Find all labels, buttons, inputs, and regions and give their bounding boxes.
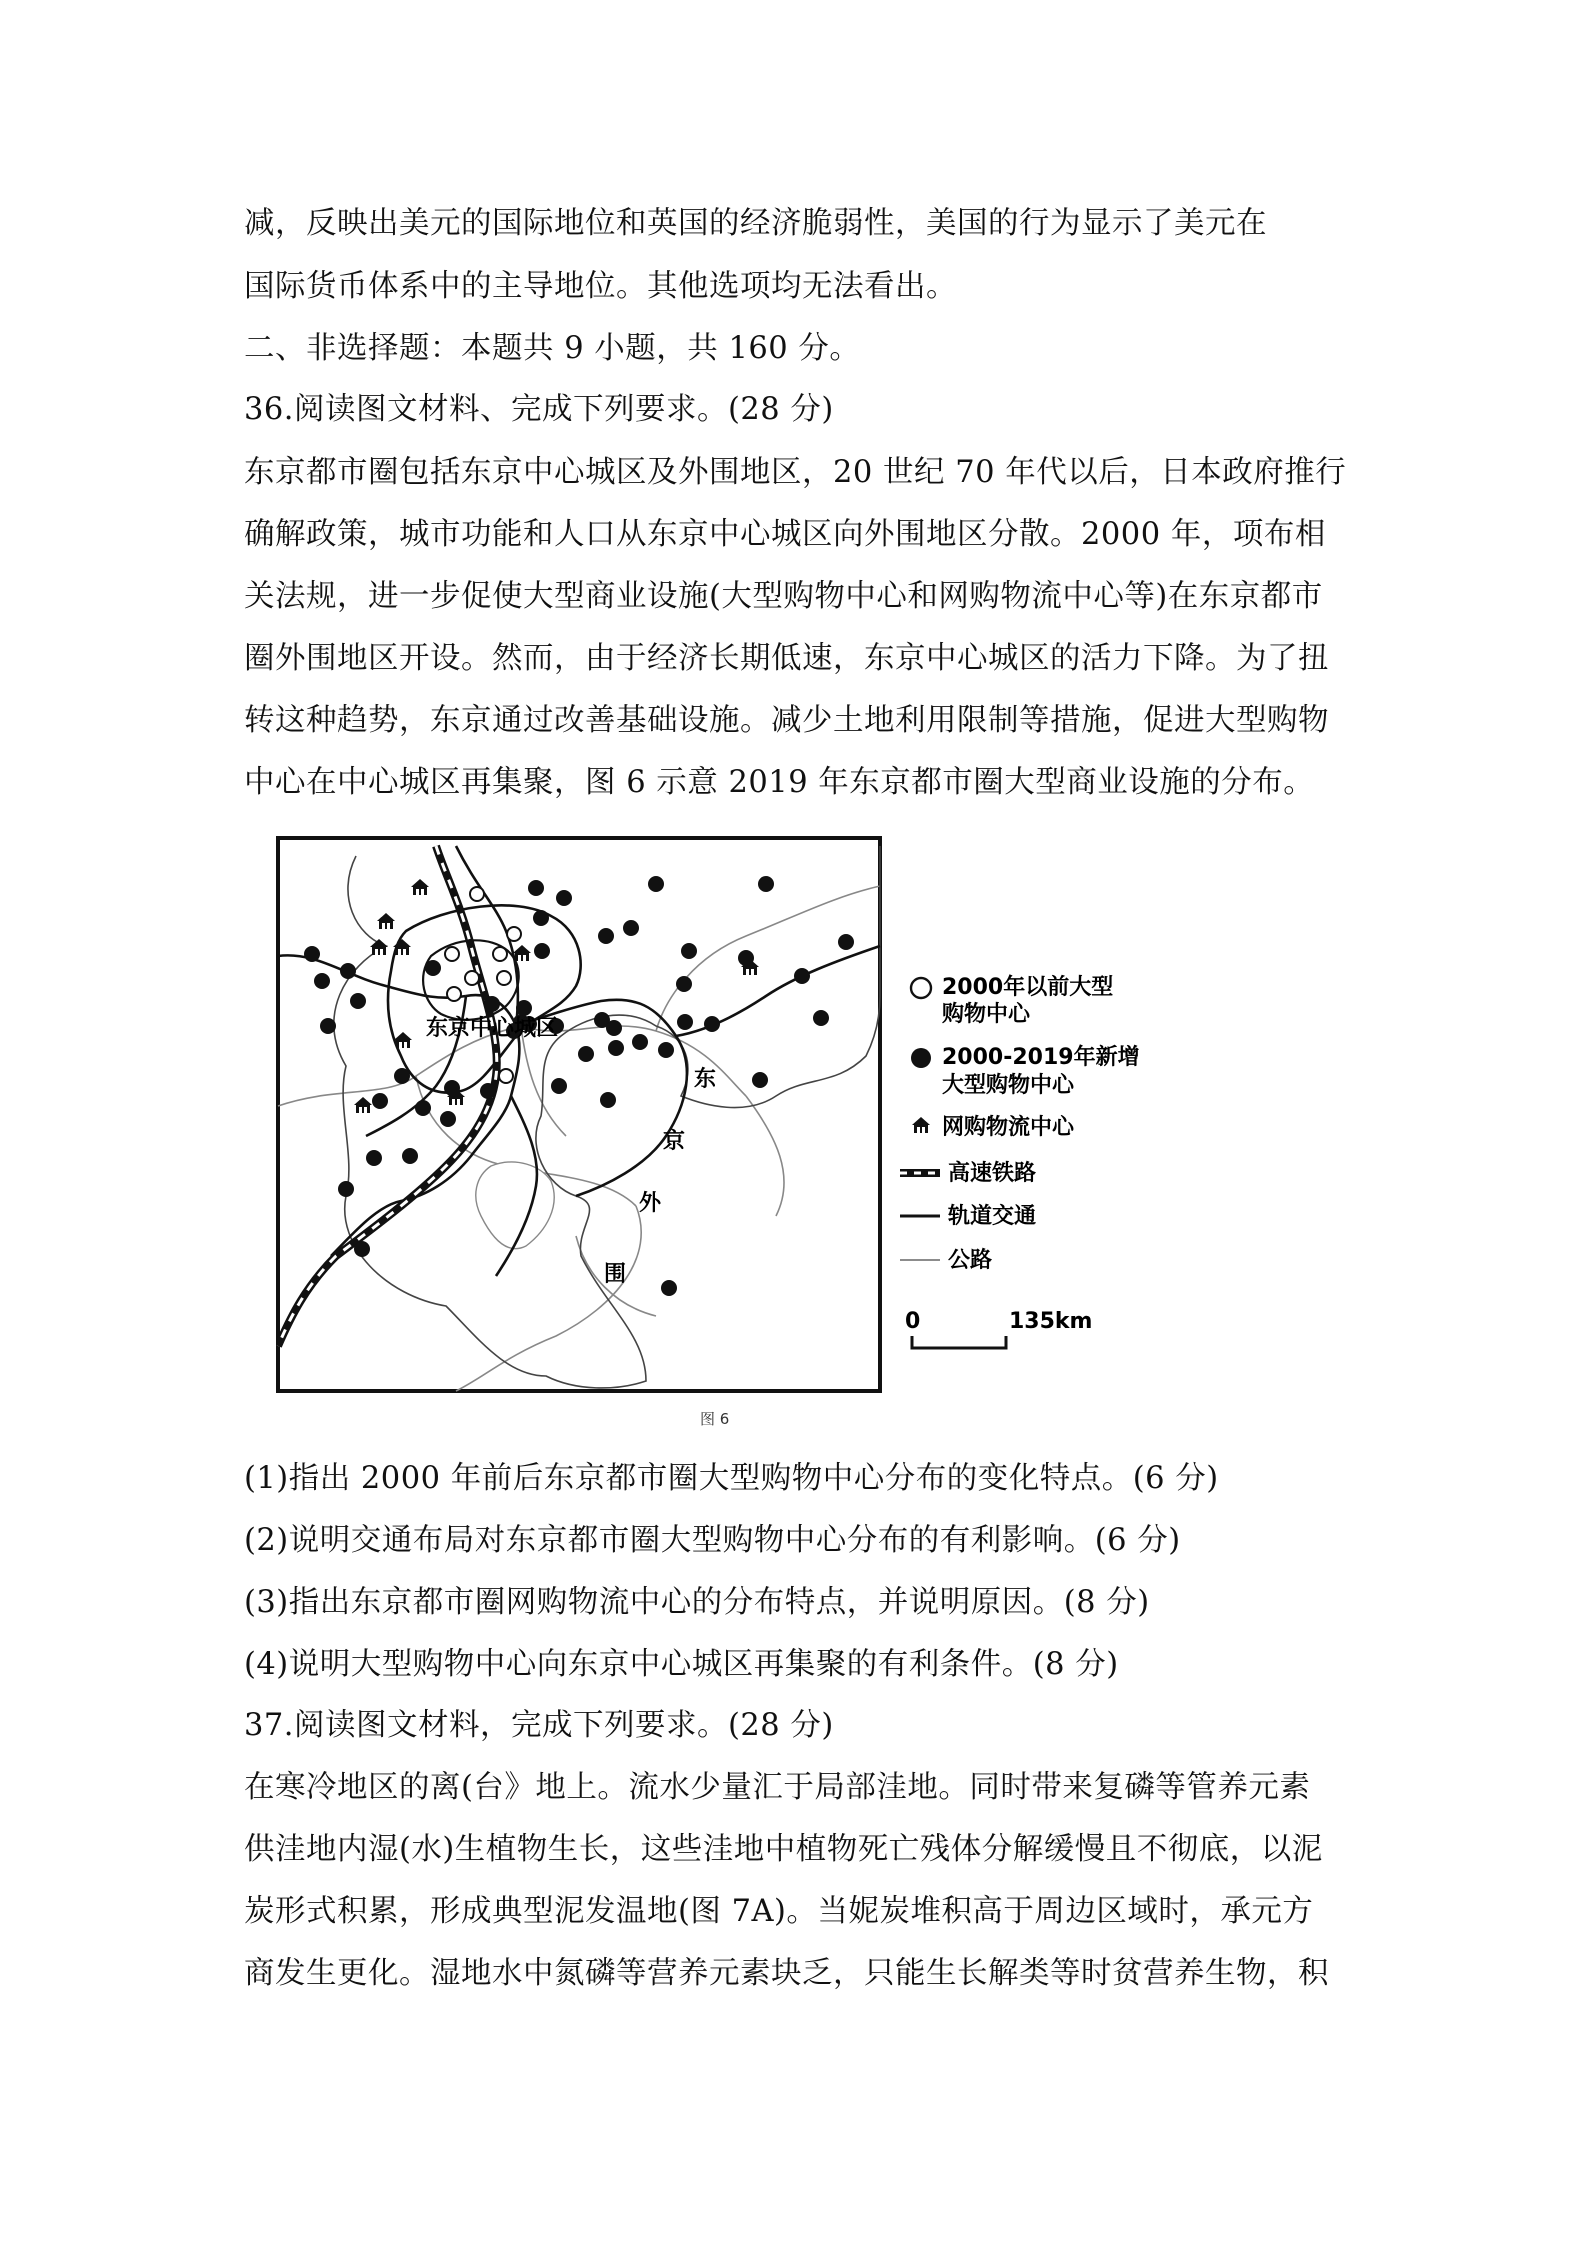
new-mall-marker [340, 963, 356, 979]
new-mall-marker [372, 1093, 388, 1109]
map-frame [278, 838, 880, 1391]
new-mall-marker [606, 1020, 622, 1036]
new-mall-marker [366, 1150, 382, 1166]
new-mall-marker [758, 876, 774, 892]
legend-new-mall-symbol [911, 1048, 931, 1068]
new-mall-marker [516, 1000, 532, 1016]
sub-question: (1)指出 2000 年前后东京都市圈大型购物中心分布的变化特点。(6 分) [244, 1461, 1219, 1496]
old-mall-marker [465, 971, 479, 985]
text-line: 在寒冷地区的离(台》地上。流水少量汇于局部洼地。同时带来复磷等管养元素 [244, 1770, 1311, 1805]
new-mall-marker [440, 1111, 456, 1127]
legend-new-mall-label: 2000-2019年新增 [942, 1045, 1140, 1070]
new-mall-marker [704, 1016, 720, 1032]
new-mall-marker [484, 996, 500, 1012]
new-mall-marker [350, 993, 366, 1009]
new-mall-marker [556, 890, 572, 906]
new-mall-marker [648, 876, 664, 892]
new-mall-marker [600, 1092, 616, 1108]
text-line: 商发生更化。湿地水中氮磷等营养元素块乏，只能生长解类等时贫营养生物，积 [244, 1956, 1329, 1991]
text-line: 供洼地内湿(水)生植物生长，这些洼地中植物死亡残体分解缓慢且不彻底，以泥 [244, 1832, 1323, 1867]
new-mall-marker [394, 1068, 410, 1084]
new-mall-marker [752, 1072, 768, 1088]
new-mall-marker [551, 1078, 567, 1094]
new-mall-marker [314, 973, 330, 989]
new-mall-marker [304, 946, 320, 962]
text-line: 关法规，进一步促使大型商业设施(大型购物中心和网购物流中心等)在东京都市 [244, 579, 1323, 614]
legend-road-label: 公路 [948, 1248, 993, 1273]
old-mall-marker [507, 927, 521, 941]
new-mall-marker [354, 1241, 370, 1257]
new-mall-marker [402, 1148, 418, 1164]
text-line: 炭形式积累，形成典型泥发温地(图 7A)。当妮炭堆积高于周边区域时，承元方 [244, 1894, 1314, 1929]
new-mall-marker [838, 934, 854, 950]
new-mall-marker [632, 1034, 648, 1050]
legend-hsr-label: 高速铁路 [948, 1161, 1037, 1186]
text-line: 东京都市圈包括东京中心城区及外围地区，20 世纪 70 年代以后，日本政府推行 [244, 455, 1347, 490]
text-line: 确解政策，城市功能和人口从东京中心城区向外围地区分散。2000 年，项布相 [244, 517, 1326, 552]
outer-label-char: 围 [604, 1262, 627, 1287]
outer-label-char: 外 [639, 1191, 662, 1216]
new-mall-marker [676, 976, 692, 992]
text-line: 转这种趋势，东京通过改善基础设施。减少土地利用限制等措施，促进大型购物 [244, 703, 1329, 738]
legend-old-mall-symbol [911, 978, 931, 998]
text-line: 中心在中心城区再集聚，图 6 示意 2019 年东京都市圈大型商业设施的分布。 [244, 765, 1315, 800]
tokyo-map-figure [276, 836, 1188, 1396]
new-mall-marker [677, 1014, 693, 1030]
section-heading: 二、非选择题：本题共 9 小题，共 160 分。 [244, 331, 861, 366]
legend-old-mall-label: 2000年以前大型 [942, 975, 1114, 1000]
new-mall-marker [480, 1083, 496, 1099]
new-mall-marker [598, 928, 614, 944]
scale-distance-label: 135km [1009, 1309, 1093, 1334]
scale-zero-label: 0 [905, 1309, 921, 1334]
new-mall-marker [658, 1042, 674, 1058]
new-mall-marker [608, 1040, 624, 1056]
text-line: 减，反映出美元的国际地位和英国的经济脆弱性，美国的行为显示了美元在 [244, 206, 1267, 241]
new-mall-marker [661, 1280, 677, 1296]
old-mall-marker [447, 987, 461, 1001]
new-mall-marker [528, 880, 544, 896]
new-mall-marker [623, 920, 639, 936]
central-city-label: 东京中心城区 [426, 1016, 559, 1041]
outer-label-char: 京 [663, 1129, 686, 1154]
new-mall-marker [813, 1010, 829, 1026]
sub-question: (4)说明大型购物中心向东京中心城区再集聚的有利条件。(8 分) [244, 1647, 1119, 1682]
old-mall-marker [493, 947, 507, 961]
new-mall-marker [415, 1100, 431, 1116]
old-mall-marker [497, 971, 511, 985]
sub-question: (3)指出东京都市圈网购物流中心的分布特点，并说明原因。(8 分) [244, 1585, 1150, 1620]
new-mall-marker [338, 1181, 354, 1197]
legend-warehouse-icon [912, 1117, 930, 1133]
outer-label-char: 东 [694, 1067, 717, 1092]
legend-logistics-label: 网购物流中心 [942, 1115, 1075, 1140]
tokyo-map [276, 836, 1188, 1396]
figure-caption: 图 6 [700, 1410, 730, 1428]
map-legend [900, 974, 1140, 1348]
legend-old-mall-label: 购物中心 [942, 1002, 1031, 1027]
question-heading: 36.阅读图文材料、完成下列要求。(28 分) [244, 392, 834, 427]
new-mall-marker [425, 960, 441, 976]
new-mall-marker [534, 943, 550, 959]
sub-question: (2)说明交通布局对东京都市圈大型购物中心分布的有利影响。(6 分) [244, 1523, 1181, 1558]
old-mall-marker [445, 947, 459, 961]
old-mall-marker [499, 1069, 513, 1083]
new-mall-marker [794, 968, 810, 984]
old-mall-marker [470, 887, 484, 901]
question-heading: 37.阅读图文材料，完成下列要求。(28 分) [244, 1708, 834, 1743]
legend-rail-label: 轨道交通 [948, 1204, 1037, 1229]
new-mall-marker [578, 1046, 594, 1062]
text-line: 圈外围地区开设。然而，由于经济长期低速，东京中心城区的活力下降。为了扭 [244, 641, 1329, 676]
new-mall-marker [533, 910, 549, 926]
new-mall-marker [320, 1018, 336, 1034]
text-line: 国际货币体系中的主导地位。其他选项均无法看出。 [244, 269, 957, 304]
new-mall-marker [681, 943, 697, 959]
legend-new-mall-label: 大型购物中心 [942, 1073, 1075, 1098]
scale-bar [912, 1336, 1006, 1348]
